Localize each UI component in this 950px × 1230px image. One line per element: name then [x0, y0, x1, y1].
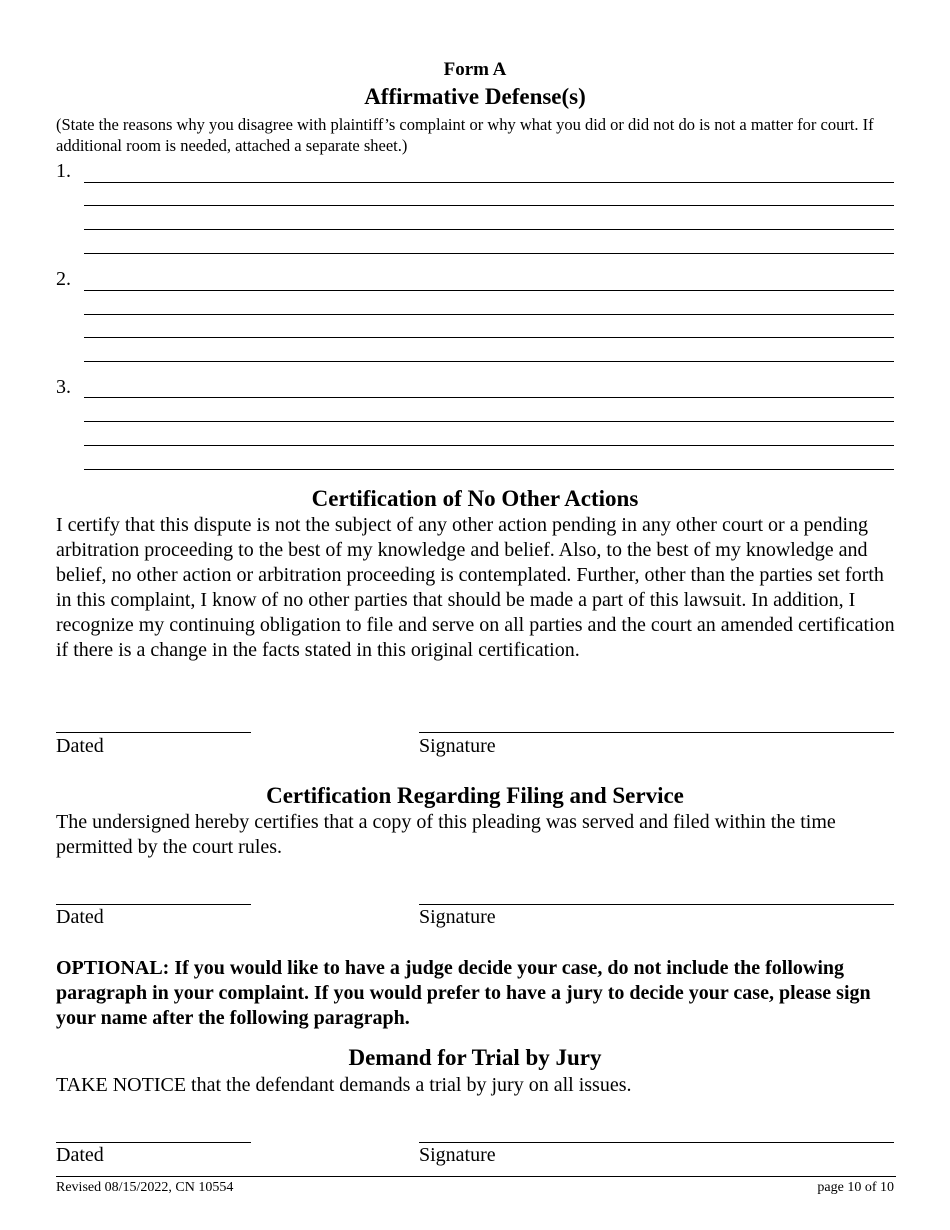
- defense-1-line-3[interactable]: [84, 229, 894, 230]
- defense-3-line-1[interactable]: [84, 397, 894, 398]
- filing-service-body: The undersigned hereby certifies that a copy of this pleading was served and filed within the time permitted by the court rules.: [56, 811, 836, 858]
- jury-signature-line[interactable]: [419, 1142, 894, 1143]
- defense-2-line-1[interactable]: [84, 290, 894, 291]
- defense-1-line-4[interactable]: [84, 253, 894, 254]
- filing-service-signature-label: Signature: [419, 906, 496, 928]
- defense-item-number-1: 1.: [56, 160, 71, 182]
- no-other-actions-dated-line[interactable]: [56, 732, 251, 733]
- filing-service-title: Certification Regarding Filing and Service: [266, 783, 684, 808]
- jury-dated-label: Dated: [56, 1144, 104, 1166]
- no-other-actions-title: Certification of No Other Actions: [311, 486, 639, 511]
- defense-item-number-2: 2.: [56, 268, 71, 290]
- affirmative-defense-title: Affirmative Defense(s): [364, 84, 586, 109]
- filing-service-dated-line[interactable]: [56, 904, 251, 905]
- defense-3-line-2[interactable]: [84, 421, 894, 422]
- footer-page-number: page 10 of 10: [817, 1180, 894, 1195]
- defense-1-line-2[interactable]: [84, 205, 894, 206]
- jury-demand-title: Demand for Trial by Jury: [348, 1045, 602, 1070]
- no-other-actions-signature-line[interactable]: [419, 732, 894, 733]
- optional-jury-note: OPTIONAL: If you would like to have a judge decide your case, do not include the following paragraph in your complaint. If you would prefer to have a jury to decide your case, please sign your name after the following paragraph.: [56, 957, 871, 1029]
- no-other-actions-dated-label: Dated: [56, 735, 104, 757]
- footer-revised: Revised 08/15/2022, CN 10554: [56, 1180, 234, 1195]
- affirmative-instructions: (State the reasons why you disagree with plaintiff’s complaint or why what you did or did not do is not a matter for court. If additional room is needed, attached a separate sheet.): [56, 115, 874, 155]
- form-label: Form A: [443, 59, 507, 80]
- defense-3-line-4[interactable]: [84, 469, 894, 470]
- filing-service-dated-label: Dated: [56, 906, 104, 928]
- footer-rule: [56, 1176, 896, 1177]
- no-other-actions-body: I certify that this dispute is not the subject of any other action pending in any other court or a pending arbitration proceeding to the best of my knowledge and belief. Also, to the best of my knowledge and belief, no other action or arbitration proceeding is contemplated. Further, other than the parties set forth in this complaint, I know of no other parties that should be made a part of this lawsuit. In addition, I recognize my continuing obligation to file and serve on all parties and the court an amended certification if there is a change in the facts stated in this original certification.: [56, 514, 895, 661]
- defense-2-line-4[interactable]: [84, 361, 894, 362]
- filing-service-signature-line[interactable]: [419, 904, 894, 905]
- jury-dated-line[interactable]: [56, 1142, 251, 1143]
- defense-1-line-1[interactable]: [84, 182, 894, 183]
- jury-demand-body: TAKE NOTICE that the defendant demands a trial by jury on all issues.: [56, 1074, 632, 1096]
- defense-3-line-3[interactable]: [84, 445, 894, 446]
- defense-2-line-3[interactable]: [84, 337, 894, 338]
- no-other-actions-signature-label: Signature: [419, 735, 496, 757]
- defense-2-line-2[interactable]: [84, 314, 894, 315]
- jury-signature-label: Signature: [419, 1144, 496, 1166]
- defense-item-number-3: 3.: [56, 376, 71, 398]
